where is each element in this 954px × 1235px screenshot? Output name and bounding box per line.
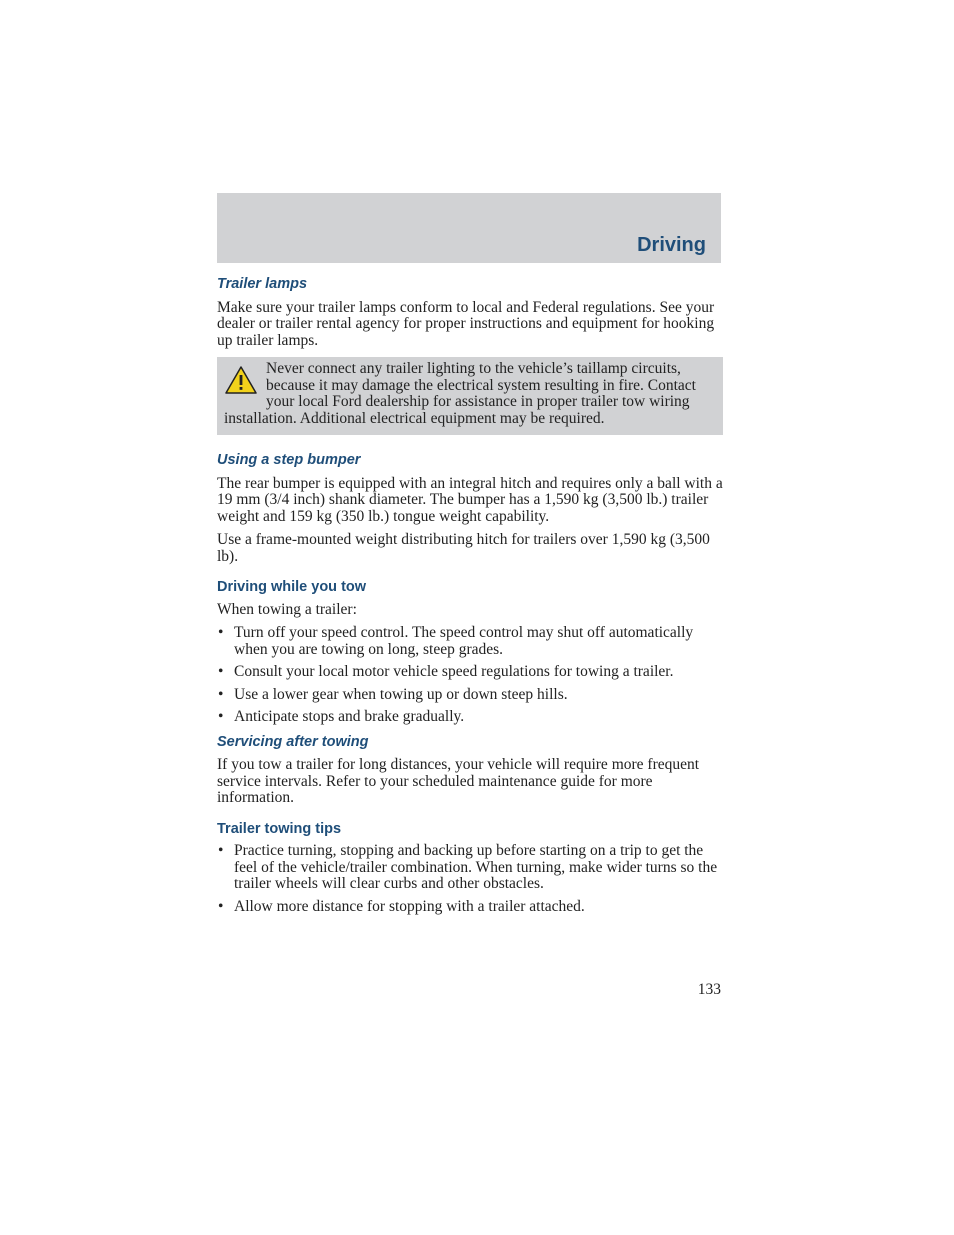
- towing-tips-list: [217, 843, 723, 915]
- page-content: [217, 276, 723, 921]
- list-item: • Practice turning, stopping and backing up before starting on a trip to get the feel of the vehicle/trailer combination. When turning, make wider turns so the trailer wheels will clear curbs and other obstacles.: [217, 843, 723, 893]
- list-item: • Use a lower gear when towing up or down steep hills.: [217, 687, 723, 704]
- paragraph-driving-intro: When towing a trailer:: [217, 600, 357, 618]
- heading-trailer-lamps: Trailer lamps: [217, 276, 308, 292]
- paragraph-step-bumper-2: Use a frame-mounted weight distributing hitch for trailers over 1,590 kg (3,500 lb).: [217, 531, 710, 565]
- paragraph-trailer-lamps: Make sure your trailer lamps conform to local and Federal regulations. See your dealer or trailer rental agency for proper instructions and equipment for hooking up trailer lamps.: [217, 298, 715, 349]
- section-header-bar: [217, 193, 721, 263]
- warning-triangle-icon: [224, 365, 258, 397]
- page-number: 133: [697, 981, 721, 998]
- heading-towing-tips: Trailer towing tips: [217, 820, 342, 837]
- heading-driving-while-tow: Driving while you tow: [217, 579, 367, 595]
- heading-servicing: Servicing after towing: [217, 733, 369, 750]
- heading-step-bumper: Using a step bumper: [217, 452, 361, 468]
- driving-tow-list: [217, 625, 723, 726]
- paragraph-step-bumper-1: The rear bumper is equipped with an integral hitch and requires only a ball with a 19 mm (3/4 inch) shank diameter. The bumper has a 1,590 kg (3,500 lb.) trailer weight and 159 kg (350 lb.) tongue weight capability.: [217, 474, 723, 525]
- list-item: • Anticipate stops and brake gradually.: [217, 709, 723, 726]
- section-title: Driving: [637, 234, 706, 256]
- warning-text: Never connect any trailer lighting to the vehicle’s taillamp circuits, because it may damage the electrical system resulting in fire. Contact your local Ford dealership for assistance in proper trailer tow wiring installation. Additional electrical equipment may be required.: [224, 360, 696, 427]
- list-item: • Turn off your speed control. The speed control may shut off automatically when you are towing on long, steep grades.: [217, 625, 723, 658]
- paragraph-servicing: If you tow a trailer for long distances, your vehicle will require more frequent service intervals. Refer to your scheduled maintenance guide for more information.: [217, 756, 700, 806]
- warning-box: [217, 357, 723, 435]
- list-item: • Allow more distance for stopping with a trailer attached.: [217, 899, 723, 916]
- list-item: • Consult your local motor vehicle speed regulations for towing a trailer.: [217, 664, 723, 681]
